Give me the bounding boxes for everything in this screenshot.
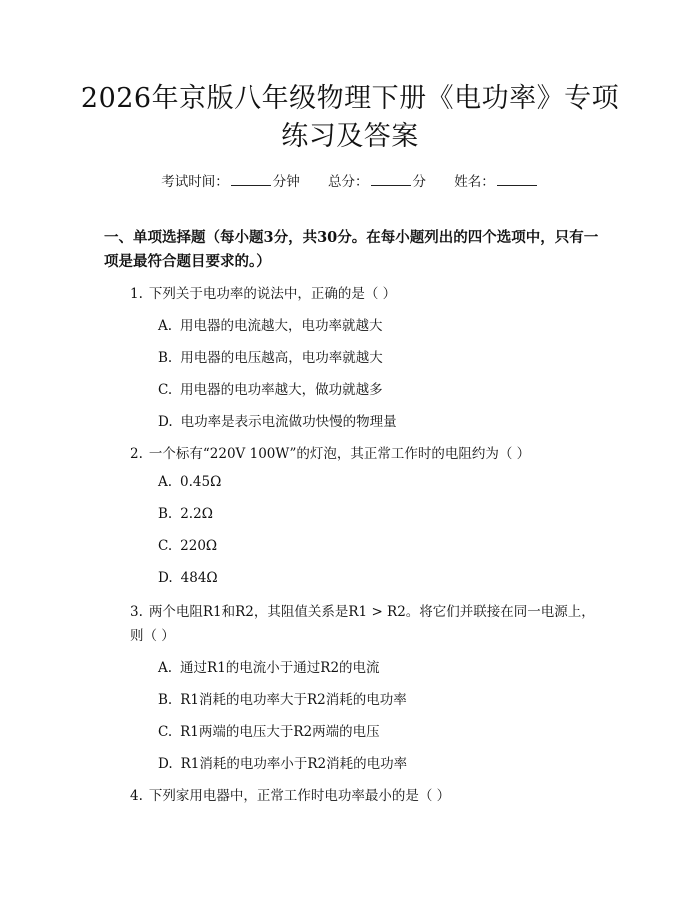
- option-text: R1消耗的电功率大于R2消耗的电功率: [180, 692, 407, 708]
- question-1-option-b[interactable]: [158, 346, 383, 366]
- exam-info-line: [0, 170, 700, 190]
- question-3-option-a[interactable]: [158, 656, 380, 676]
- total-score-blank[interactable]: [371, 173, 411, 186]
- total-score-unit: 分: [412, 174, 426, 190]
- option-letter: C.: [158, 538, 173, 554]
- question-number: 1.: [130, 286, 143, 302]
- option-text: R1两端的电压大于R2两端的电压: [180, 724, 380, 740]
- question-text: 一个标有“220V 100W”的灯泡，其正常工作时的电阻约为（ ）: [148, 446, 531, 462]
- question-1-option-a[interactable]: [158, 314, 383, 334]
- question-2-option-b[interactable]: [158, 506, 213, 522]
- question-number: 4.: [130, 788, 143, 804]
- question-3-option-b[interactable]: [158, 688, 407, 708]
- exam-time-label: 考试时间：: [161, 174, 229, 190]
- option-text: 484Ω: [180, 570, 218, 586]
- name-field: [454, 170, 539, 190]
- name-label: 姓名：: [454, 174, 495, 190]
- question-number: 2.: [130, 446, 143, 462]
- option-text: R1消耗的电功率小于R2消耗的电功率: [180, 756, 408, 772]
- option-text: 通过R1的电流小于通过R2的电流: [180, 660, 380, 676]
- option-text: 220Ω: [180, 538, 218, 554]
- option-letter: B.: [158, 350, 173, 366]
- option-text: 0.45Ω: [180, 474, 222, 490]
- option-letter: D.: [158, 414, 173, 430]
- question-3-option-d[interactable]: [158, 752, 407, 772]
- option-letter: A.: [158, 318, 173, 334]
- question-1: [130, 282, 396, 302]
- page-title-line-1: 2026年京版八年级物理下册《电功率》专项: [80, 83, 620, 114]
- question-3-option-c[interactable]: [158, 720, 380, 740]
- option-letter: C.: [158, 382, 173, 398]
- option-text: 用电器的电压越高，电功率就越大: [180, 350, 383, 366]
- question-2-option-a[interactable]: [158, 474, 221, 490]
- question-2-option-d[interactable]: [158, 570, 218, 586]
- section-heading-single-choice: 一、单项选择题（每小题3分，共30分。在每小题列出的四个选项中，只有一项是最符合题目要求的。）: [104, 229, 599, 270]
- exam-time-blank[interactable]: [231, 173, 271, 186]
- option-letter: A.: [158, 660, 173, 676]
- exam-time-unit: 分钟: [272, 174, 300, 190]
- question-3: [130, 600, 600, 648]
- option-letter: B.: [158, 692, 173, 708]
- question-text: 下列家用电器中，正常工作时电功率最小的是（ ）: [148, 788, 451, 804]
- option-text: 2.2Ω: [180, 506, 213, 522]
- option-letter: D.: [158, 570, 173, 586]
- option-text: 用电器的电流越大，电功率就越大: [180, 318, 383, 334]
- question-4: [130, 784, 450, 804]
- total-score-label: 总分：: [328, 174, 369, 190]
- total-score-field: [328, 170, 426, 190]
- page-title-line-2: 练习及答案: [281, 121, 419, 152]
- name-blank[interactable]: [497, 173, 537, 186]
- question-2-option-c[interactable]: [158, 538, 217, 554]
- option-text: 电功率是表示电流做功快慢的物理量: [180, 414, 397, 430]
- option-letter: B.: [158, 506, 173, 522]
- option-letter: C.: [158, 724, 173, 740]
- question-1-option-c[interactable]: [158, 378, 383, 398]
- question-text: 下列关于电功率的说法中，正确的是（ ）: [148, 286, 397, 302]
- option-letter: A.: [158, 474, 173, 490]
- question-2: [130, 442, 530, 462]
- option-text: 用电器的电功率越大，做功就越多: [180, 382, 383, 398]
- question-number: 3.: [130, 604, 143, 620]
- exam-time-field: [161, 170, 300, 190]
- question-1-option-d[interactable]: [158, 410, 397, 430]
- question-text: 两个电阻R1和R2，其阻值关系是R1 > R2。将它们并联接在同一电源上，则（ ）: [130, 604, 595, 644]
- option-letter: D.: [158, 756, 173, 772]
